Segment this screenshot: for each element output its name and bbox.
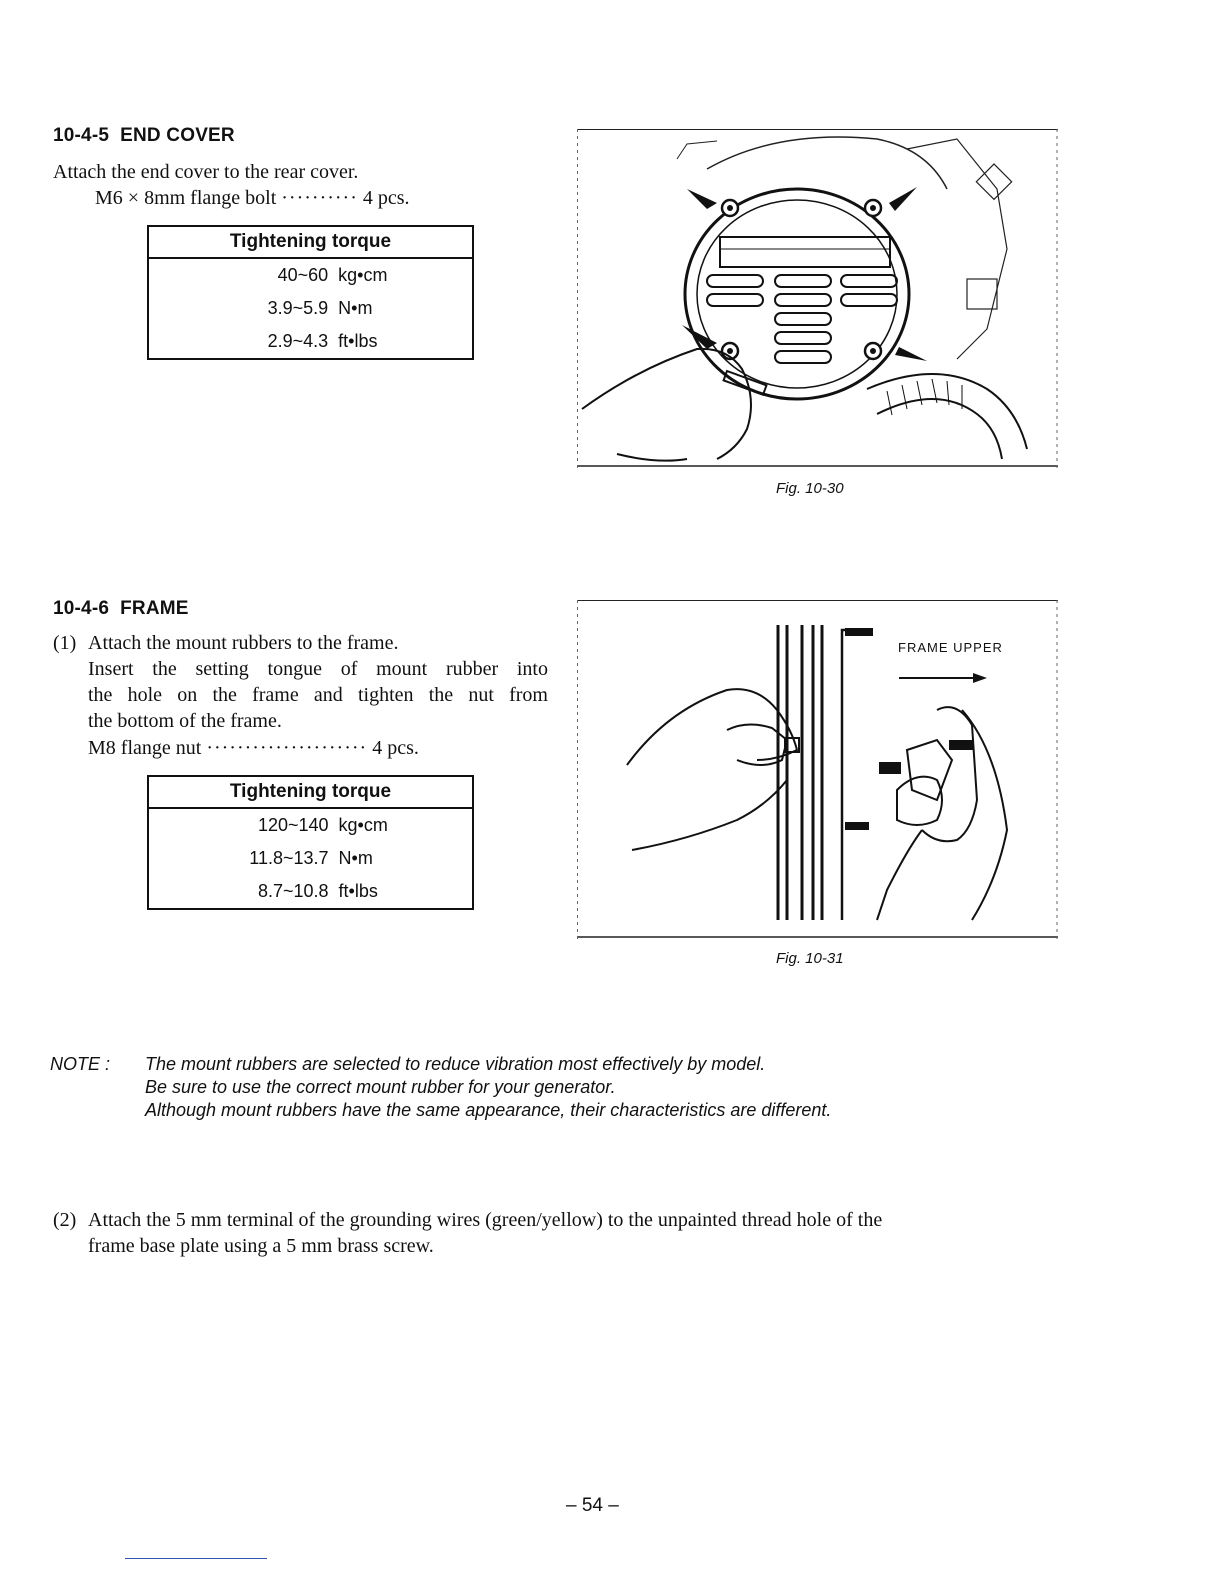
torque-table-header: Tightening torque (148, 226, 473, 258)
torque-table-header: Tightening torque (148, 776, 473, 808)
torque-unit: kg•cm (338, 265, 388, 285)
footer-rule (125, 1558, 267, 1559)
table-row (148, 258, 473, 292)
torque-value: 40~60 (277, 265, 329, 285)
torque-table (147, 775, 474, 910)
torque-unit: kg•cm (338, 815, 388, 835)
heading-number: 10-4-5 (53, 125, 110, 146)
end-cover-illustration (577, 129, 1058, 468)
step-1-line: the bottom of the frame. (88, 710, 282, 732)
part-quantity-line (95, 185, 410, 211)
part-name: M6 × 8mm flange bolt (95, 187, 277, 209)
torque-value: 120~140 (257, 815, 329, 835)
part-quantity-line (88, 735, 419, 761)
step-1-marker: (1) (53, 632, 77, 654)
heading-number: 10-4-6 (53, 598, 110, 619)
instruction-text: Attach the end cover to the rear cover. (53, 161, 359, 183)
figure-caption: Fig. 10-31 (776, 950, 844, 967)
note-text (145, 1053, 1045, 1122)
step-2-line: frame base plate using a 5 mm brass screw. (88, 1235, 434, 1257)
step-1-line: Attach the mount rubbers to the frame. (88, 632, 399, 654)
step-2-marker: (2) (53, 1209, 77, 1231)
figure-10-30 (577, 129, 1058, 468)
table-row (148, 292, 473, 325)
table-row (148, 875, 473, 909)
step-2-line: Attach the 5 mm terminal of the grounding wires (green/yellow) to the unpainted thread hole of the (88, 1209, 883, 1231)
frame-upper-label: FRAME UPPER (898, 640, 1003, 655)
dot-leader: ····················· (206, 737, 368, 759)
note-line: Be sure to use the correct mount rubber for your generator. (145, 1077, 616, 1097)
section-heading-end-cover (53, 125, 235, 147)
part-name: M8 flange nut (88, 737, 202, 759)
part-quantity: 4 pcs. (372, 737, 419, 759)
part-quantity: 4 pcs. (362, 187, 410, 209)
torque-unit: N•m (338, 298, 373, 318)
torque-value: 2.9~4.3 (267, 331, 329, 351)
step-1-text (88, 630, 548, 734)
torque-unit: ft•lbs (338, 881, 378, 901)
note-label: NOTE : (50, 1054, 111, 1074)
step-2-text (88, 1207, 1078, 1259)
heading-title: FRAME (120, 598, 189, 619)
table-row (148, 842, 473, 875)
figure-caption: Fig. 10-30 (776, 480, 844, 497)
note-line: The mount rubbers are selected to reduce vibration most effectively by model. (145, 1054, 766, 1074)
torque-unit: ft•lbs (338, 331, 378, 351)
torque-value: 8.7~10.8 (257, 881, 329, 901)
torque-unit: N•m (338, 848, 373, 868)
step-1-line: Insert the setting tongue of mount rubber into (88, 658, 548, 680)
heading-title: END COVER (120, 125, 235, 146)
table-row (148, 808, 473, 842)
torque-value: 11.8~13.7 (249, 848, 329, 868)
page-number: – 54 – (566, 1495, 619, 1516)
torque-table (147, 225, 474, 360)
section-heading-frame (53, 598, 189, 620)
step-1-line: the hole on the frame and tighten the nut from (88, 684, 548, 706)
torque-value: 3.9~5.9 (267, 298, 329, 318)
note-line: Although mount rubbers have the same appearance, their characteristics are different. (145, 1100, 832, 1120)
dot-leader: ·········· (281, 187, 358, 209)
figure-10-31 (577, 600, 1058, 939)
table-row (148, 325, 473, 359)
